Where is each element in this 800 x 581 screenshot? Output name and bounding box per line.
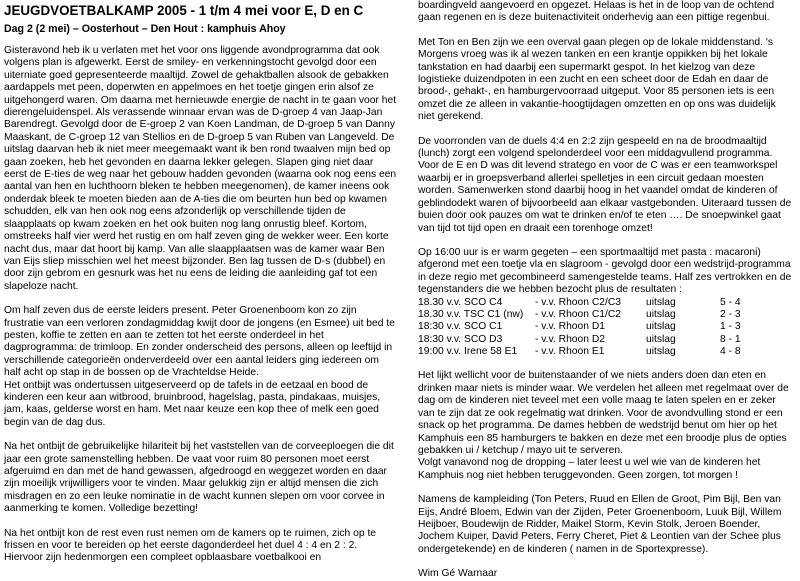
home-team: 18:30 v.v. SCO D3 [418,333,503,345]
away-team: - v.v. Rhoon D2 [535,333,606,345]
paragraph: Gisteravond heb ik u verlaten met het voor ons liggende avondprogramma dat ook volgens plan is afgewerkt. Eerst de smiley- en verkenningstocht gevolgd door een uiterniate goed gepresenteerde maaltijd. Zowel de gehaktballen alsook de gebakken aardappels met peen, doperwten en appelmoes en het toetje gingen erin alsof ze uitgehongerd waren. Om daarna met hernieuwde energie de nacht in te gaan voor het dierengeluidenspel. Als verassende winnaar ervan was de D-groep 4 van Jaap-Jan Barendregt. Gevolgd door de E-groep 2 van Koen Landman, de D-groep 5 van Danny Maaskant, de C-groep 12 van Stellios en de D-groep 5 van Ruben van Langeveld. De uitslag daarvan heb ik niet meer meegemaakt want ik ben rond twaalven mijn bed op gaan zoeken, heb het gevonden en daarna lekker gelegen. Slapen ging niet daar eerst de E-ties de weg naar het gebouw hadden gevonden (waarna ook nog eens een aantal van hen en luchthoorn bleken te hebben meegenomen), de kamer ineens ook onderdak bleek te moeten bieden aan de A-ties die om beurten hun bed op kwamen schudden, elk van hen ook nog eens afzonderlijk op verschillende tijden de slaapplaats op kwam zoeken en het ook buiten nog lang onrustig bleef. Kortom, omstreeks half vier werd het rustig en om half zeven ging de wekker weer. Een korte nacht dus, maar dat hoort bij kamp. Van alle slaapplaatsen was de kamer waar Ben van Eijs sliep misschien wel het meest bijzonder. Ben lag tussen de D-s (dubbel) en door zijn gebrom en gesnurk was het nu eens de leiding die aanleiding gaf tot een slapeloze nacht. [4,45,397,292]
home-team: 18:30 v.v. SCO C1 [418,321,503,333]
result-label: uitslag [646,296,676,308]
page-title: JEUGDVOETBALKAMP 2005 - 1 t/m 4 mei voor E, D en C [4,3,364,18]
result-score: 4 - 8 [720,346,741,358]
result-row [418,321,794,333]
paragraph: Met Ton en Ben zijn we een overval gaan plegen op de lokale middenstand. 's Morgens vroeg was ik al wezen tanken en een krantje oppikken bij het lokale tankstation en had daarbij een supermarkt gespot. In het kielzog van deze logistieke duizendpoten in een zucht en een scheet door de Edah en daar de brood-, gehakt-, en hamburgervoorraad uitgeput. Voor 85 personen iets is een omzet die ze alleen in vakantie-hoogtijdagen omzetten en op ons was duidelijk niet gerekend. [418,36,776,123]
result-label: uitslag [646,333,676,345]
result-label: uitslag [646,321,676,333]
day-subtitle: Dag 2 (2 mei) – Oosterhout – Den Hout : kamphuis Ahoy [4,23,286,35]
right-column [418,0,794,581]
result-row [418,334,794,346]
away-team: - v.v. Rhoon D1 [535,321,606,333]
result-row [418,309,794,321]
home-team: 18.30 v.v. SCO C4 [418,296,503,308]
home-team: 19:00 v.v. Irene 58 E1 [418,346,518,358]
home-team: 18.30 v.v. TSC C1 (nw) [418,308,524,320]
paragraph: Het lijkt wellicht voor de buitenstaander of we niets anders doen dan eten en drinken maar niets is minder waar. We verdelen het alleen met regelmaat over de dag om de kinderen niet teveel met een volle maag te laten spelen en er zeker van te zijn dat ze ook regelmatig wat drinken. Voor de avondvulling stond er een snack op het programma. De dames hebben de wedstrijd benut om hier op het Kamphuis een 85 hamburgers te bakken en deze met een broodje plus de opties gebakken ui / ketchup / mayo uit te serveren. Volgt vanavond nog de dropping – later leest u wel wie van de kinderen het Kamphuis nog niet hebben teruggevonden. Geen zorgen, tot morgen ! [418,370,789,481]
result-label: uitslag [646,346,676,358]
result-row [418,297,794,309]
paragraph: De voorronden van de duels 4:4 en 2:2 zijn gespeeld en na de broodmaaltijd (lunch) zorgt een volgend spelonderdeel voor een middagvullend programma. Voor de E en D was dit levend stratego en voor de C was er een teamworkspel waarbij er in groepsverband allerlei spelletjes in een circuit gedaan moesten worden. Samenwerken stond daarbij hoog in het vaandel omdat de kinderen of geblindodekt waren of bijvoorbeeld aan elkaar vastgebonden. Uiteraard tussen de buien door ook pauzes om wat te drinken en/of te eten …. De snoepwinkel gaat van tijd tot tijd open en draait een torenhoge omzet! [418,135,792,234]
result-label: uitslag [646,308,676,320]
paragraph: Na het ontbijt kon de rest even rust nemen om de kamers op te ruimen, zich op te frissen en voor te bereiden op het eerste dagonderdeel het duel 4 : 4 en 2 : 2. Hiervoor zijn hedenmorgen een compleet opblaasbare voetbalkooi en [4,527,377,564]
result-score: 2 - 3 [720,308,741,320]
result-score: 1 - 3 [720,321,741,333]
paragraph: Om half zeven dus de eerste leiders present. Peter Groenenboom kon zo zijn frustratie van een verloren zondagmiddag kwijt door de jongens (en Esmee) uit bed te pesten, koffie te zetten en aan te zetten tot het eerste onderdeel in het dagprogramma: de trimloop. En zonder onderscheid des persons, alleen op leeftijd in verschillende categorieën onderverdeeld over een aantal leiders ging iedereen om half acht op stap in de bossen op de Vrachteldse Heide. Het ontbijt was ondertussen uitgeserveerd op de tafels in de eetzaal en bood de kinderen een keur aan witbrood, bruinbrood, hagelslag, pasta, pindakaas, muisjes, jam, kaas, gelderse worst en ham. Met naar keuze een kop thee of melk een goed begin van de dag dus. [4,305,395,428]
left-column [4,0,397,577]
result-score: 5 - 4 [720,296,741,308]
result-score: 8 - 1 [720,333,741,345]
away-team: - v.v. Rhoon C1/C2 [535,308,622,320]
paragraph: Op 16:00 uur is er warm gegeten – een sportmaaltijd met pasta : macaroni) afgerond met een toetje vla en slagroom - gevolgd door een wedstrijd-programma in deze regio met gecombineerd samengestelde teams. Half zes vertrokken en de tegenstanders die we hebben bezocht plus de resultaten : [418,246,792,296]
result-row [418,346,794,358]
results-table [418,297,794,359]
signature: Wim Gé Warnaar [418,568,498,580]
paragraph: Na het ontbijt de gebruikelijke hilariteit bij het vaststellen van de corveeploegen die dit jaar een grote samenstelling hebben. De vaat voor ruim 80 personen moet eerst afgeruimd en dan met de hand gewassen, afgedroogd en weggezet worden en daar zijn moeilijk vrijwilligers voor te vinden. Maar gelukkig zijn er altijd mensen die zich misdragen en zo een leuke nominatie in de wacht kunnen slepen om voor corvee in aanmerking te komen. Volledige bezetting! [4,441,394,515]
away-team: - v.v. Rhoon E1 [535,346,605,358]
paragraph: Namens de kampleiding (Ton Peters, Ruud en Ellen de Groot, Pim Bijl, Ben van Eijs, André Bloem, Edwin van der Zijden, Peter Groenenboom, Luuk Bijl, Willem Heijboer, Boudewijn de Ridder, Maikel Storm, Kevin Stolk, Jeroen Boender, Jochem Kuiper, David Peters, Ferry Cheret, Piet & Leontien van der Schee plus ondergetekende) en de kinderen ( namen in de Sportexpresse). [418,494,782,555]
away-team: - v.v. Rhoon C2/C3 [535,296,622,308]
paragraph: boardingveld aangevoerd en opgezet. Helaas is het in de loop van de ochtend gaan regenen en is deze buitenactiviteit onderhevig aan een pittige regenbui. [418,0,775,24]
